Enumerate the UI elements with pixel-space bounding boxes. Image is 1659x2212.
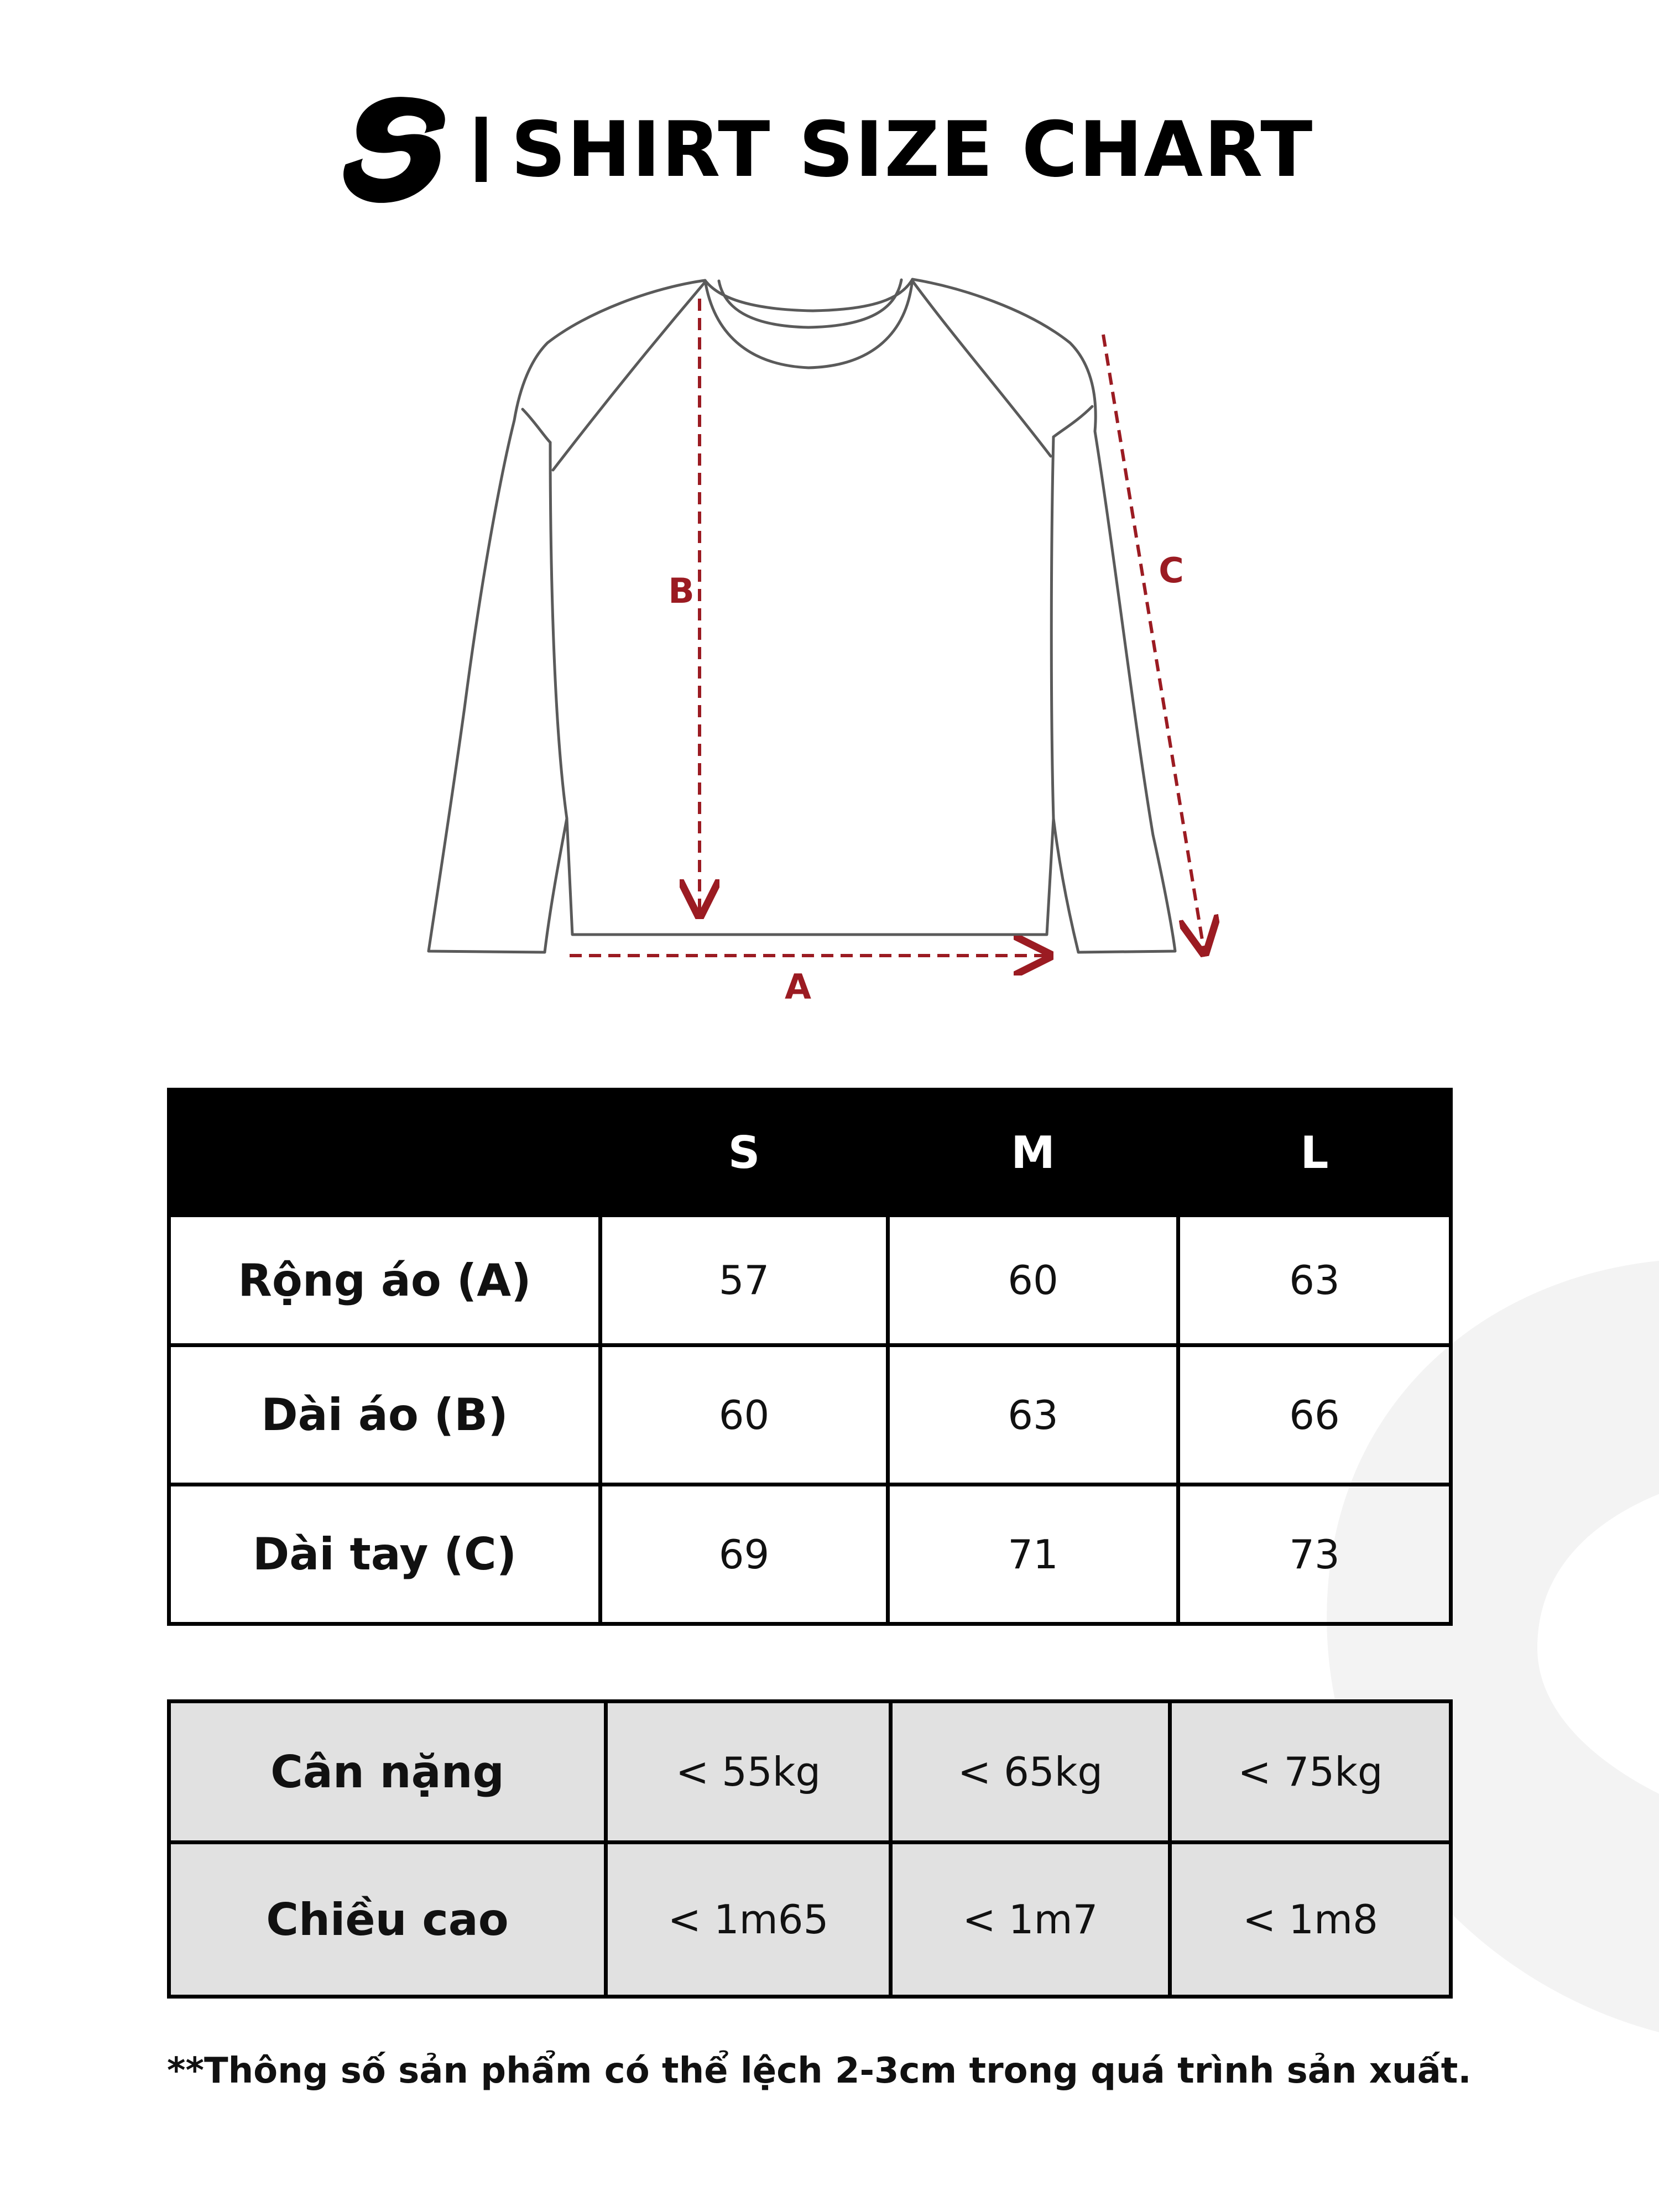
tolerance-footnote: **Thông số sản phẩm có thể lệch 2-3cm trong quá trình sản xuất.: [167, 2051, 1472, 2091]
header-separator: [476, 117, 487, 182]
measure-label-a: A: [785, 967, 811, 1007]
table-cell: 60: [601, 1345, 888, 1485]
table-cell: 71: [888, 1485, 1178, 1624]
size-table-header-blank: [169, 1090, 601, 1215]
table-cell: 63: [888, 1345, 1178, 1485]
shirt-outline: [429, 279, 1175, 952]
table-cell: < 1m8: [1170, 1843, 1451, 1997]
table-cell: < 75kg: [1170, 1702, 1451, 1843]
table-cell: < 65kg: [891, 1702, 1170, 1843]
table-cell: 66: [1178, 1345, 1451, 1485]
measure-label-c: C: [1159, 550, 1184, 591]
size-column-l: L: [1178, 1090, 1451, 1215]
size-column-m: M: [888, 1090, 1178, 1215]
size-measurement-table: [167, 1088, 1453, 1626]
table-cell: 73: [1178, 1485, 1451, 1624]
table-row: [169, 1843, 1451, 1997]
row-label-length: Dài áo (B): [169, 1345, 601, 1485]
brand-s-logo-icon: [337, 91, 453, 207]
table-cell: 60: [888, 1215, 1178, 1345]
page-title: SHIRT SIZE CHART: [511, 105, 1314, 194]
row-label-height: Chiều cao: [169, 1843, 606, 1997]
table-row: [169, 1485, 1451, 1624]
table-cell: < 55kg: [606, 1702, 891, 1843]
row-label-width: Rộng áo (A): [169, 1215, 601, 1345]
table-row: [169, 1345, 1451, 1485]
page-header: [337, 91, 1313, 207]
row-label-weight: Cân nặng: [169, 1702, 606, 1843]
size-column-s: S: [601, 1090, 888, 1215]
fit-guide-table: [167, 1699, 1453, 1999]
table-cell: < 1m7: [891, 1843, 1170, 1997]
table-cell: 63: [1178, 1215, 1451, 1345]
table-cell: 69: [601, 1485, 888, 1624]
table-cell: < 1m65: [606, 1843, 891, 1997]
table-cell: 57: [601, 1215, 888, 1345]
measure-lines: [570, 299, 1204, 956]
measure-label-b: B: [668, 571, 695, 611]
table-row: [169, 1215, 1451, 1345]
table-row: [169, 1702, 1451, 1843]
size-table-header-row: [169, 1090, 1451, 1215]
row-label-sleeve: Dài tay (C): [169, 1485, 601, 1624]
measure-line-c: [1103, 335, 1204, 950]
